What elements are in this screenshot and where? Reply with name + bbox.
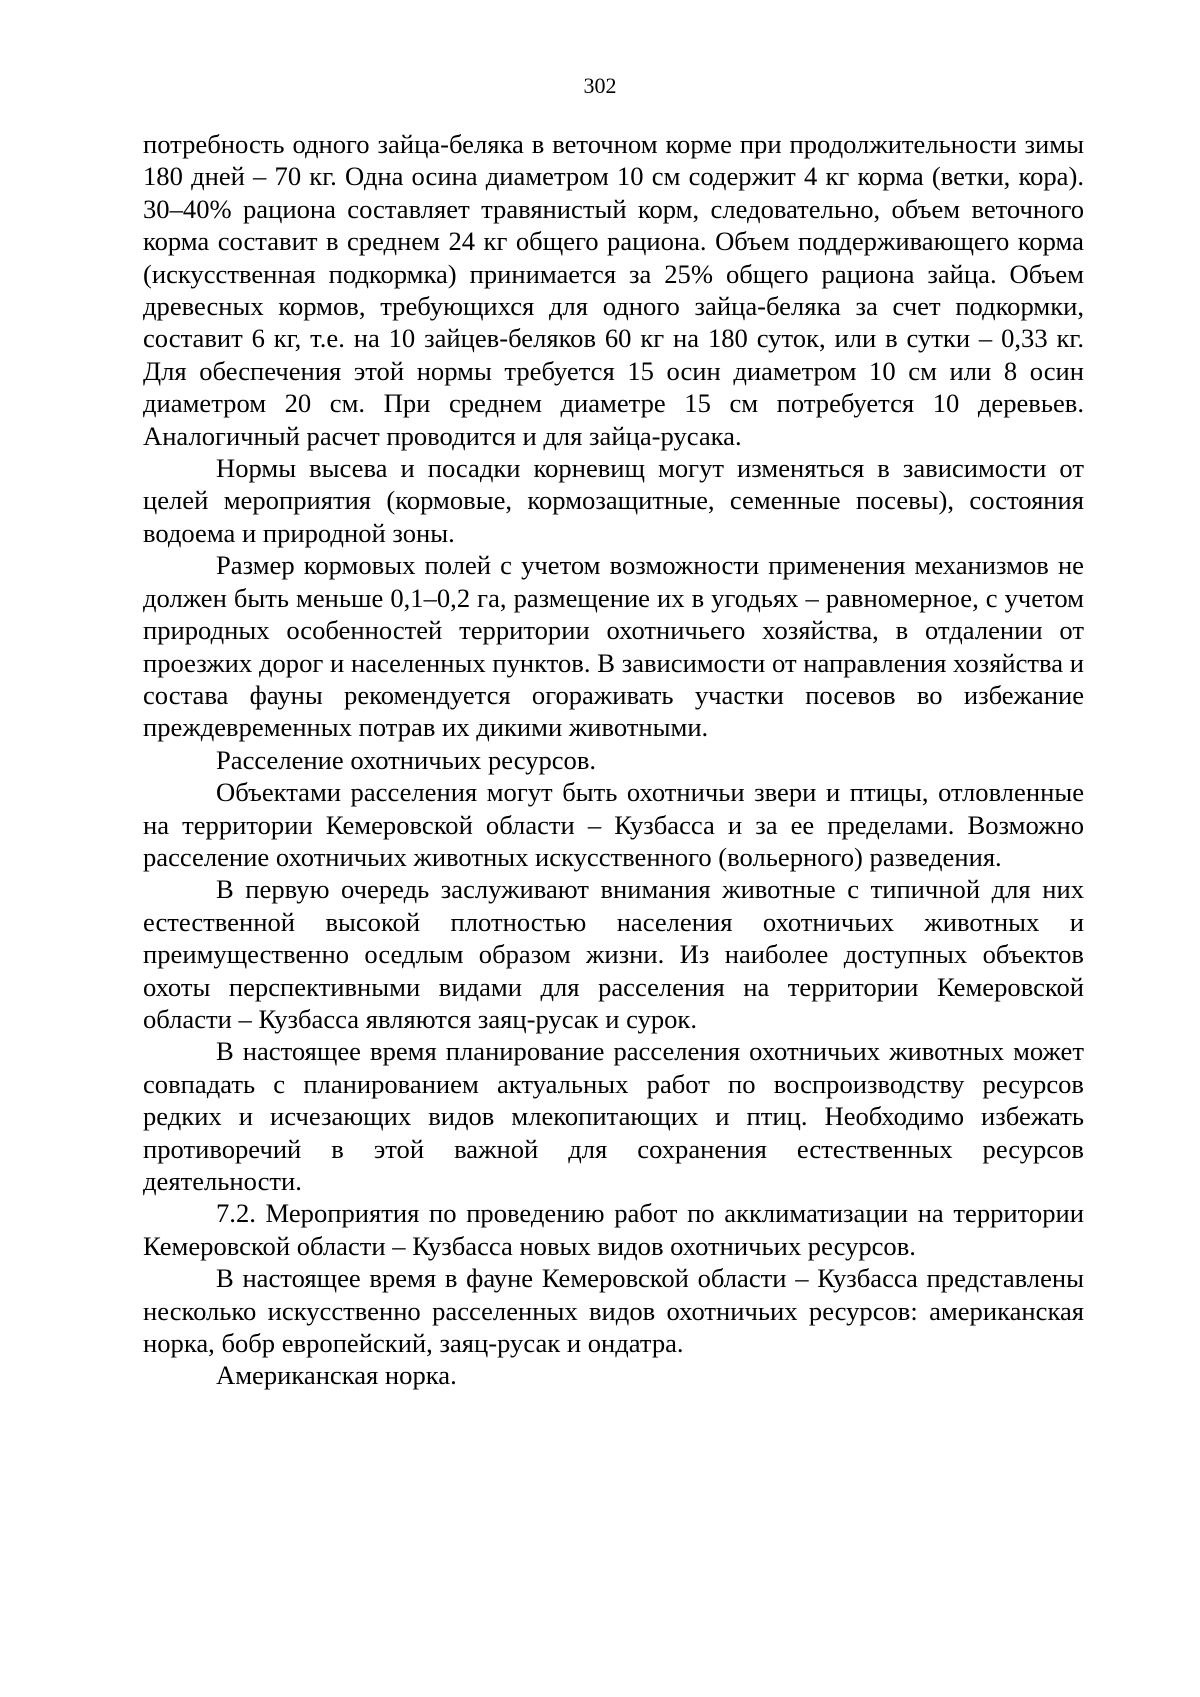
- paragraph-hare-feed-calculation: потребность одного зайца-беляка в веточном корме при продолжительности зимы 180 дней – 70 кг. Одна осина диаметром 10 см содержит 4 кг корма (ветки, кора). 30–40% рациона составляет травянистый корм, следовательно, объем веточного корма составит в среднем 24 кг общего рациона. Объем поддерживающего корма (искусственная подкормка) принимается за 25% общего рациона зайца. Объем древесных кормов, требующихся для одного зайца-беляка за счет подкормки, составит 6 кг, т.е. на 10 зайцев-беляков 60 кг на 180 суток, или в сутки – 0,33 кг. Для обеспечения этой нормы требуется 15 осин диаметром 10 см или 8 осин диаметром 20 см. При среднем диаметре 15 см потребуется 10 деревьев. Аналогичный расчет проводится и для зайца-русака.: [143, 129, 1084, 451]
- paragraph-priority-animals: В первую очередь заслуживают внимания животные с типичной для них естественной высокой плотностью населения охотничьих животных и преимущественно оседлым образом жизни. Из наиболее доступных объектов охоты перспективными видами для расселения на территории Кемеровской области – Кузбасса являются заяц-русак и сурок.: [143, 874, 1084, 1034]
- paragraph-feeding-fields: Размер кормовых полей с учетом возможности применения механизмов не должен быть меньше 0,1–0,2 га, размещение их в угодьях – равномерное, с учетом природных особенностей территории охотничьего хозяйства, в отдалении от проезжих дорог и населенных пунктов. В зависимости от направления хозяйства и состава фауны рекомендуется огораживать участки посевов во избежание преждевременных потрав их дикими животными.: [143, 550, 1084, 743]
- section-heading-7-2: 7.2. Мероприятия по проведению работ по акклиматизации на территории Кемеровской области – Кузбасса новых видов охотничьих ресурсов.: [143, 1198, 1084, 1261]
- paragraph-planning: В настоящее время планирование расселения охотничьих животных может совпадать с планированием актуальных работ по воспроизводству ресурсов редких и исчезающих видов млекопитающих и птиц. Необходимо избежать противоречий в этой важной для сохранения естественных ресурсов деятельности.: [143, 1036, 1084, 1196]
- paragraph-american-mink: Американская норка.: [216, 1360, 457, 1391]
- paragraph-introduced-species: В настоящее время в фауне Кемеровской области – Кузбасса представлены несколько искусственно расселенных видов охотничьих ресурсов: американская норка, бобр европейский, заяц-русак и ондатра.: [143, 1263, 1084, 1359]
- paragraph-resettlement-heading: Расселение охотничьих ресурсов.: [216, 744, 597, 775]
- paragraph-resettlement-objects: Объектами расселения могут быть охотничьи звери и птицы, отловленные на территории Кемеровской области – Кузбасса и за ее пределами. Возможно расселение охотничьих животных искусственного (вольерного) разведения.: [143, 777, 1084, 872]
- document-body: [143, 128, 1084, 1392]
- page-number: 302: [583, 73, 617, 98]
- paragraph-sowing-norms: Нормы высева и посадки корневищ могут изменяться в зависимости от целей мероприятия (кормовые, кормозащитные, семенные посевы), состояния водоема и природной зоны.: [143, 453, 1084, 548]
